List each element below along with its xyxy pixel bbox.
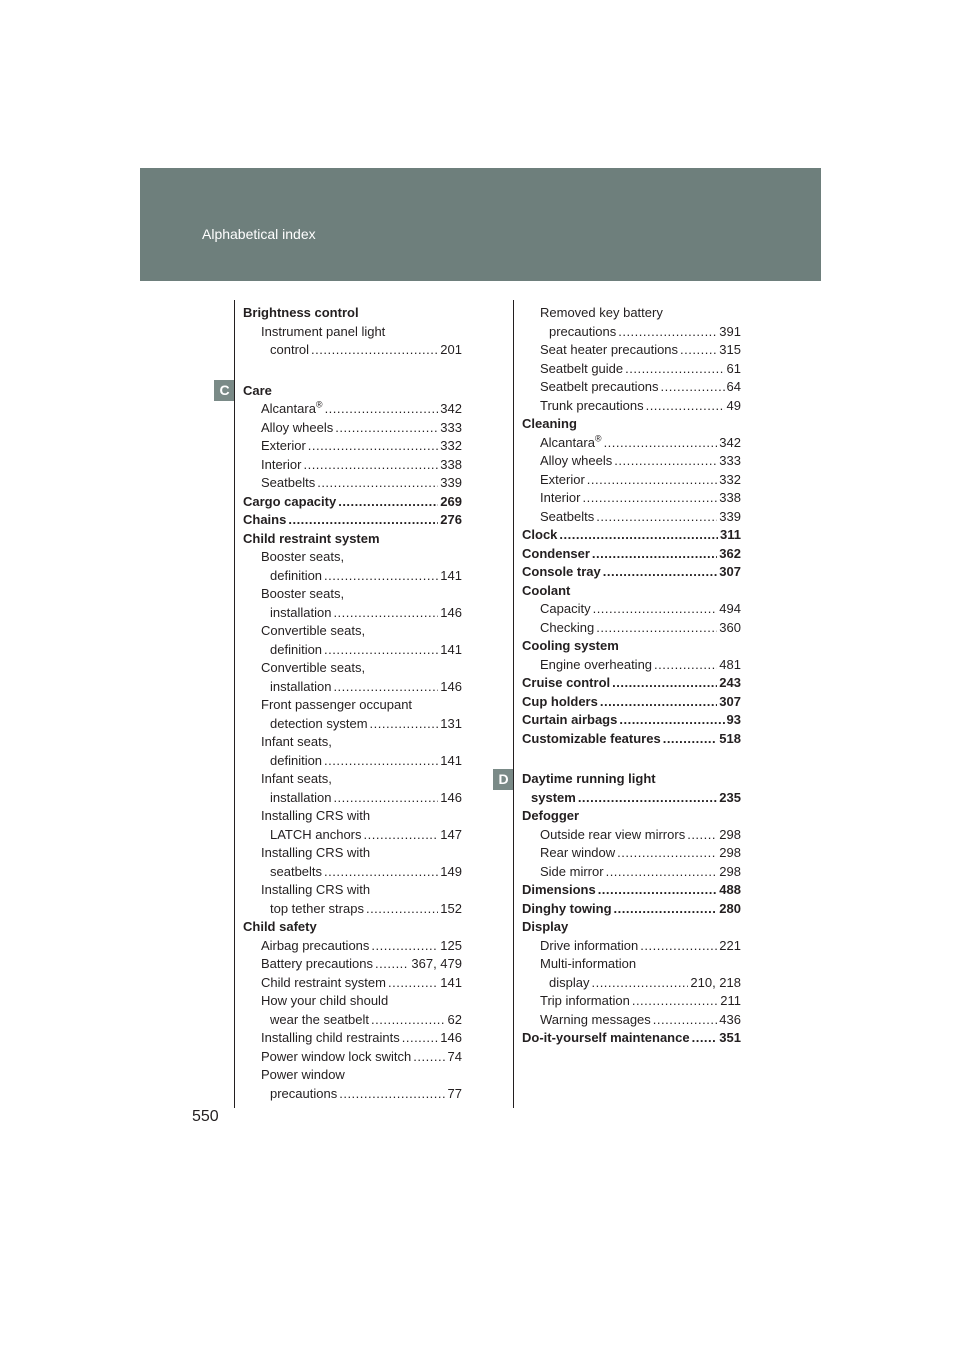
index-subentry: Alcantara® ..... 342 <box>243 400 462 419</box>
column-divider-left <box>234 300 235 1108</box>
index-entry-cargo-capacity: Cargo capacity ..... 269 <box>243 493 462 512</box>
index-entry-cooling-system: Cooling system <box>522 638 619 653</box>
index-column-left <box>243 304 462 1103</box>
index-subentry: Booster seats, definition ..... 141 <box>243 548 462 585</box>
column-divider-right <box>513 300 514 1108</box>
index-entry-daytime-running-light: Daytime running light system ..... 235 <box>522 770 741 807</box>
index-subentry: Infant seats, installation ..... 146 <box>243 770 462 807</box>
index-subentry: Seatbelts ..... 339 <box>243 474 462 493</box>
index-subentry: Booster seats, installation ..... 146 <box>243 585 462 622</box>
index-subentry: Installing child restraints ..... 146 <box>243 1029 462 1048</box>
index-entry-dimensions: Dimensions ..... 488 <box>522 881 741 900</box>
index-subentry: Seatbelts ..... 339 <box>522 508 741 527</box>
index-subentry: Warning messages ..... 436 <box>522 1011 741 1030</box>
index-entry-cleaning: Cleaning <box>522 416 577 431</box>
index-subentry: Alcantara® ..... 342 <box>522 434 741 453</box>
index-entry-curtain-airbags: Curtain airbags ..... 93 <box>522 711 741 730</box>
index-subentry: Installing CRS with LATCH anchors ..... 147 <box>243 807 462 844</box>
index-subentry: Outside rear view mirrors ..... 298 <box>522 826 741 845</box>
index-entry-defogger: Defogger <box>522 808 580 823</box>
index-subentry: Removed key battery precautions ..... 391 <box>522 304 741 341</box>
index-subentry: Engine overheating ..... 481 <box>522 656 741 675</box>
index-column-right <box>522 304 741 1048</box>
index-subentry: Exterior ..... 332 <box>522 471 741 490</box>
index-subentry: Infant seats, definition ..... 141 <box>243 733 462 770</box>
index-subentry: Interior ..... 338 <box>243 456 462 475</box>
index-tab-c: C <box>214 380 235 401</box>
index-entry-child-restraint-system: Child restraint system <box>243 530 380 546</box>
index-entry-chains: Chains ..... 276 <box>243 511 462 530</box>
index-subentry: Trip information ..... 211 <box>522 992 741 1011</box>
index-entry-customizable-features: Customizable features ..... 518 <box>522 730 741 749</box>
index-subentry: Instrument panel light control ..... 201 <box>243 323 462 360</box>
index-subentry: Child restraint system ..... 141 <box>243 974 462 993</box>
index-subentry: Seatbelt precautions ..... 64 <box>522 378 741 397</box>
index-entry-brightness-control: Brightness control <box>243 305 359 320</box>
index-subentry: Installing CRS with top tether straps ..... 152 <box>243 881 462 918</box>
page-number: 550 <box>192 1108 219 1125</box>
index-entry-child-safety: Child safety <box>243 919 317 934</box>
index-subentry: Side mirror ..... 298 <box>522 863 741 882</box>
index-entry-console-tray: Console tray ..... 307 <box>522 563 741 582</box>
index-entry-care: Care <box>243 382 272 398</box>
index-entry-display: Display <box>522 919 569 934</box>
index-entry-do-it-yourself-maintenance: Do-it-yourself maintenance ..... 351 <box>522 1029 741 1048</box>
index-entry-dinghy-towing: Dinghy towing ..... 280 <box>522 900 741 919</box>
index-subentry: Drive information ..... 221 <box>522 937 741 956</box>
index-entry-clock: Clock ..... 311 <box>522 526 741 545</box>
index-subentry: Convertible seats, definition ..... 141 <box>243 622 462 659</box>
header-band <box>140 168 821 281</box>
index-subentry: Front passenger occupant detection system ..... 131 <box>243 696 462 733</box>
index-subentry: Multi-information display ..... 210, 218 <box>522 955 741 992</box>
index-subentry: Alloy wheels ..... 333 <box>522 452 741 471</box>
index-subentry: Alloy wheels ..... 333 <box>243 419 462 438</box>
index-subentry: Checking ..... 360 <box>522 619 741 638</box>
index-subentry: How your child should wear the seatbelt ..... 62 <box>243 992 462 1029</box>
index-subentry: Power window lock switch ..... 74 <box>243 1048 462 1067</box>
index-subentry: Trunk precautions ..... 49 <box>522 397 741 416</box>
index-subentry: Capacity ..... 494 <box>522 600 741 619</box>
index-subentry: Convertible seats, installation ..... 146 <box>243 659 462 696</box>
index-subentry: Power window precautions ..... 77 <box>243 1066 462 1103</box>
index-entry-cup-holders: Cup holders ..... 307 <box>522 693 741 712</box>
index-subentry: Seatbelt guide ..... 61 <box>522 360 741 379</box>
index-subentry: Seat heater precautions ..... 315 <box>522 341 741 360</box>
index-entry-cruise-control: Cruise control ..... 243 <box>522 674 741 693</box>
index-subentry: Installing CRS with seatbelts ..... 149 <box>243 844 462 881</box>
index-tab-d: D <box>493 769 514 790</box>
page-ref: 201 <box>440 342 462 357</box>
index-subentry: Exterior ..... 332 <box>243 437 462 456</box>
index-subentry: Battery precautions ..... 367, 479 <box>243 955 462 974</box>
index-entry-coolant: Coolant <box>522 582 571 598</box>
index-subentry: Interior ..... 338 <box>522 489 741 508</box>
page-title: Alphabetical index <box>202 226 316 242</box>
index-subentry: Airbag precautions ..... 125 <box>243 937 462 956</box>
index-subentry: Rear window ..... 298 <box>522 844 741 863</box>
index-entry-condenser: Condenser ..... 362 <box>522 545 741 564</box>
